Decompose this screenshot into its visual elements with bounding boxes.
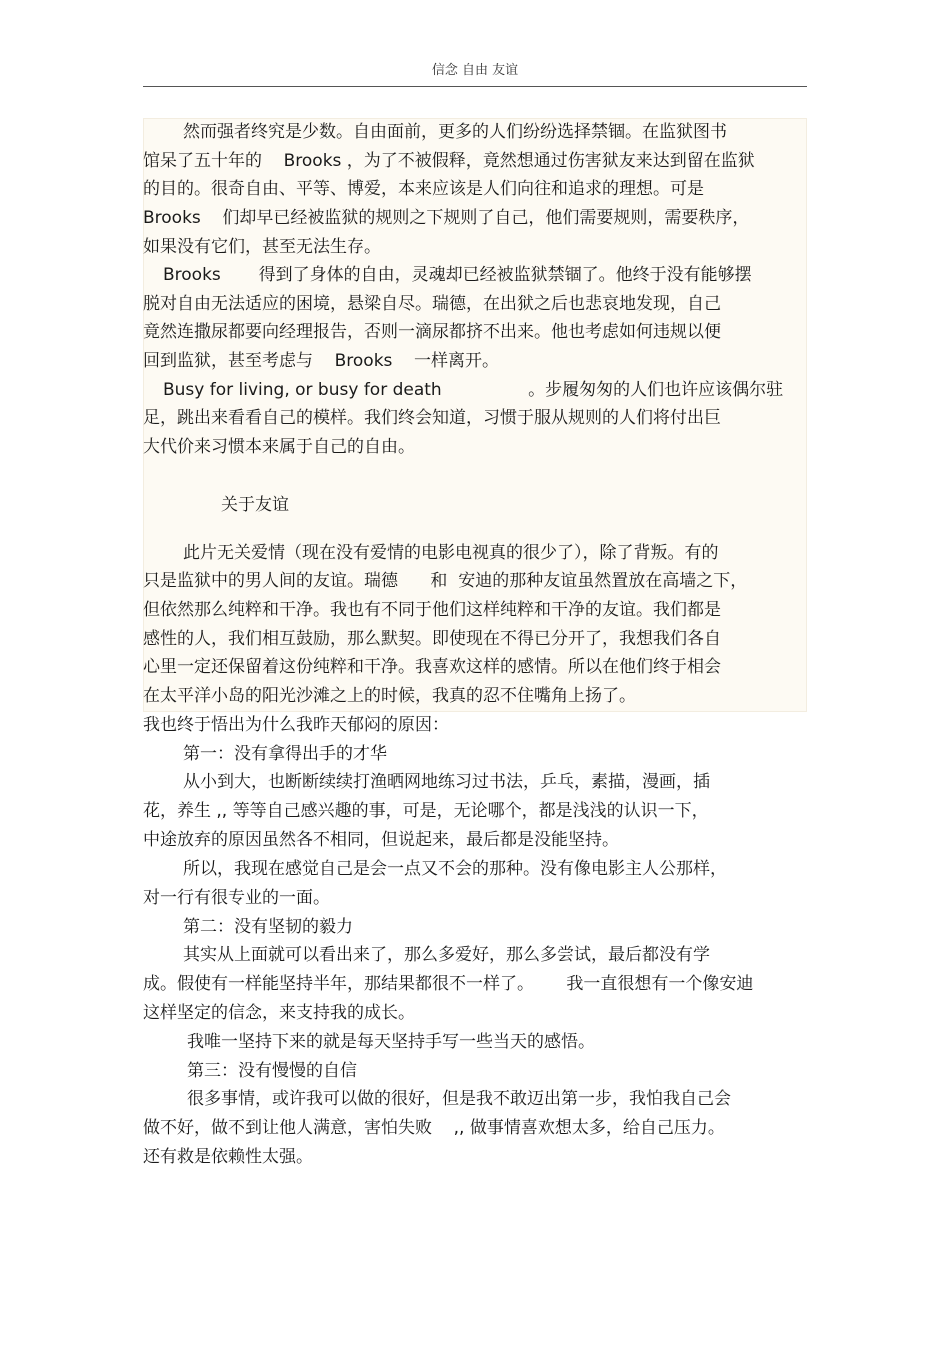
text-line: 从小到大，也断断续续打渔晒网地练习过书法，乒乓，素描，漫画，插 (183, 772, 710, 792)
text-line: 竟然连撒尿都要向经理报告，否则一滴尿都挤不出来。他也考虑如何违规以便 (143, 322, 721, 342)
text-line: Brooks 们却早已经被监狱的规则之下规则了自己，他们需要规则，需要秩序， (143, 208, 750, 228)
text-line: 花，养生 ,, 等等自己感兴趣的事，可是，无论哪个，都是浅浅的认识一下， (143, 801, 709, 821)
list-heading: 第二：没有坚韧的毅力 (183, 917, 353, 937)
text-line: 对一行有很专业的一面。 (143, 888, 330, 908)
section-heading: 关于友谊 (221, 495, 289, 515)
text-line: 所以，我现在感觉自己是会一点又不会的那种。没有像电影主人公那样， (183, 859, 727, 879)
text-line: 还有救是依赖性太强。 (143, 1147, 313, 1167)
text-line: 馆呆了五十年的 Brooks ，为了不被假释，竟然想通过伤害狱友来达到留在监狱 (143, 151, 755, 171)
text-line: 足，跳出来看看自己的模样。我们终会知道，习惯于服从规则的人们将付出巨 (143, 408, 721, 428)
page-header (143, 58, 807, 87)
text-line: 在太平洋小岛的阳光沙滩之上的时候，我真的忍不住嘴角上扬了。 (143, 686, 636, 706)
text-line: 回到监狱，甚至考虑与 Brooks 一样离开。 (143, 351, 500, 371)
text-line: 只是监狱中的男人间的友谊。瑞德 和 安迪的那种友谊虽然置放在高墙之下， (143, 571, 748, 591)
list-heading: 第一：没有拿得出手的才华 (183, 744, 387, 764)
list-heading: 第三：没有慢慢的自信 (187, 1061, 357, 1081)
text-line: 大代价来习惯本来属于自己的自由。 (143, 437, 415, 457)
text-line: 然而强者终究是少数。自由面前，更多的人们纷纷选择禁锢。在监狱图书 (183, 122, 727, 142)
text-line: 的目的。很奇自由、平等、博爱，本来应该是人们向往和追求的理想。可是 (143, 179, 704, 199)
text-line: 成。假使有一样能坚持半年，那结果都很不一样了。 我一直很想有一个像安迪 (143, 974, 754, 994)
text-line: 如果没有它们，甚至无法生存。 (143, 237, 381, 257)
text-line: 此片无关爱情（现在没有爱情的电影电视真的很少了），除了背叛。有的 (183, 543, 719, 563)
text-line: 心里一定还保留着这份纯粹和干净。我喜欢这样的感情。所以在他们终于相会 (143, 657, 721, 677)
text-line: 其实从上面就可以看出来了，那么多爱好，那么多尝试，最后都没有学 (183, 945, 710, 965)
text-line: Busy for living, or busy for death 。步履匆匆的人们也许应该偶尔驻 (163, 380, 784, 400)
text-line: 但依然那么纯粹和干净。我也有不同于他们这样纯粹和干净的友谊。我们都是 (143, 600, 721, 620)
text-line: 感性的人，我们相互鼓励，那么默契。即使现在不得已分开了，我想我们各自 (143, 629, 721, 649)
header-title: 信念 自由 友谊 (431, 63, 519, 78)
text-line: 脱对自由无法适应的困境，悬梁自尽。瑞德，在出狱之后也悲哀地发现，自己 (143, 294, 721, 314)
text-line: 做不好，做不到让他人满意，害怕失败 ,, 做事情喜欢想太多，给自己压力。 (143, 1118, 725, 1138)
text-line: 中途放弃的原因虽然各不相同，但说起来，最后都是没能坚持。 (143, 830, 619, 850)
text-line: 我也终于悟出为什么我昨天郁闷的原因： (143, 715, 449, 735)
text-line: 我唯一坚持下来的就是每天坚持手写一些当天的感悟。 (187, 1032, 595, 1052)
text-line: 很多事情，或许我可以做的很好，但是我不敢迈出第一步，我怕我自己会 (187, 1089, 731, 1109)
text-line: Brooks 得到了身体的自由，灵魂却已经被监狱禁锢了。他终于没有能够摆 (163, 265, 752, 285)
text-line: 这样坚定的信念，来支持我的成长。 (143, 1003, 415, 1023)
